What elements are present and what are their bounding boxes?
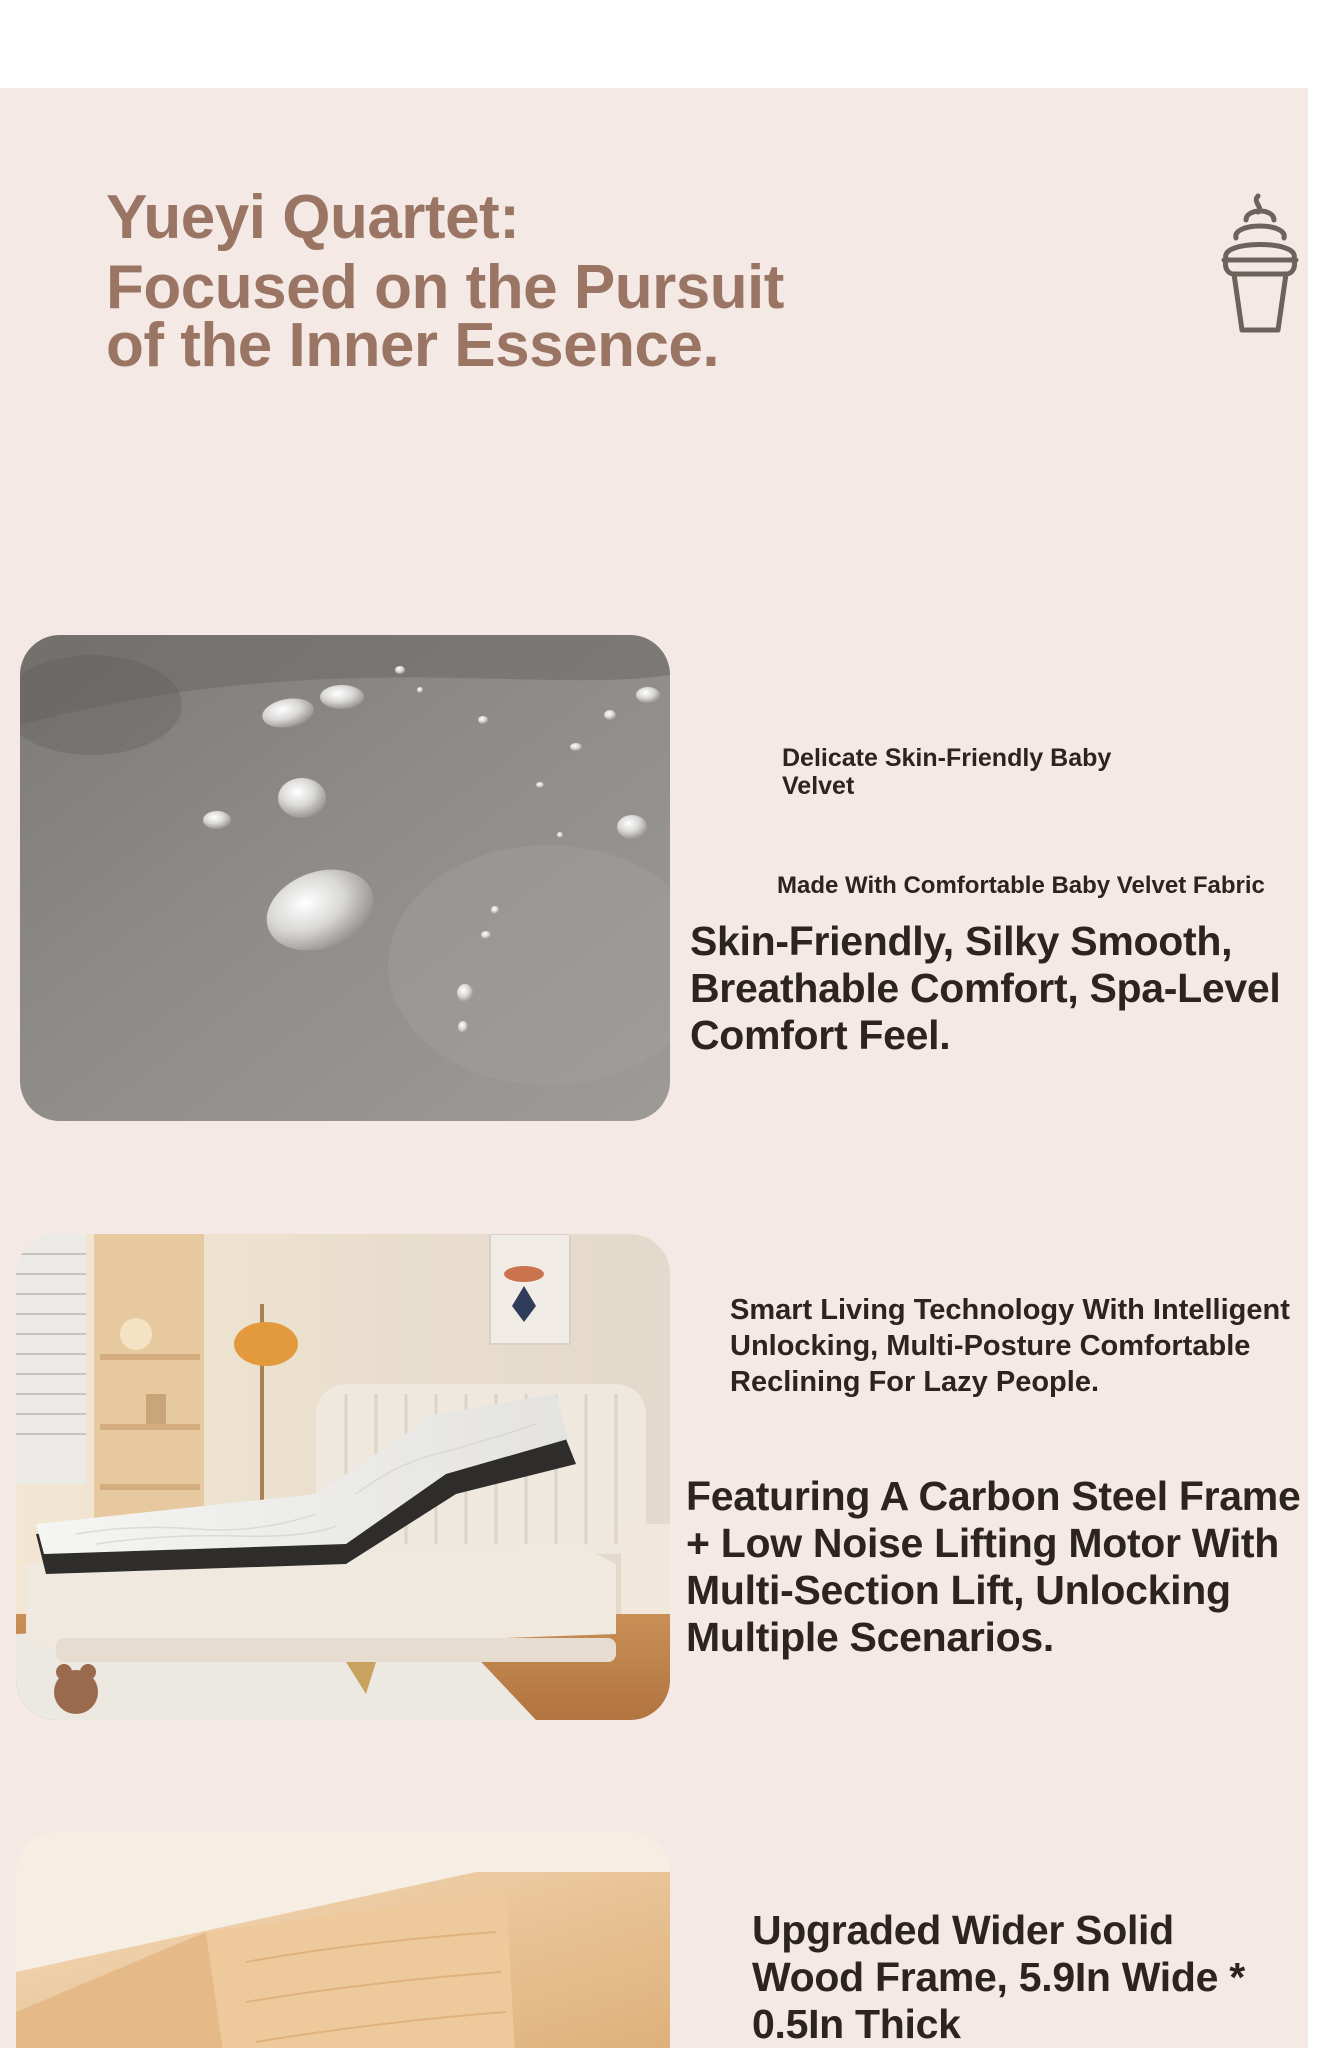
- velvet-water-droplets-image: [20, 635, 670, 1121]
- ice-cream-cup-icon: [1218, 190, 1302, 340]
- velvet-headline: Skin-Friendly, Silky Smooth, Breathable Comfort, Spa-Level Comfort Feel.: [690, 918, 1281, 1058]
- adjustable-bed-bedroom-image: [16, 1234, 670, 1720]
- solid-wood-frame-image: [16, 1832, 670, 2048]
- bed-kicker: Smart Living Technology With Intelligent Unlocking, Multi-Posture Comfortable Reclining For Lazy People.: [730, 1294, 1290, 1398]
- hero-title-line-3: of the Inner Essence.: [106, 311, 720, 380]
- wood-frame-headline: Upgraded Wider Solid Wood Frame, 5.9In Wide * 0.5In Thick: [752, 1907, 1245, 2047]
- velvet-kicker: Delicate Skin-Friendly Baby Velvet: [782, 744, 1112, 800]
- bed-headline: Featuring A Carbon Steel Frame + Low Noise Lifting Motor With Multi-Section Lift, Unlocking Multiple Scenarios.: [686, 1473, 1301, 1660]
- hero-title-line-2: Focused on the Pursuit: [106, 253, 784, 322]
- hero-title-line-1: Yueyi Quartet:: [106, 183, 520, 252]
- hero-title: [106, 183, 866, 380]
- velvet-subtitle: Made With Comfortable Baby Velvet Fabric: [777, 872, 1265, 899]
